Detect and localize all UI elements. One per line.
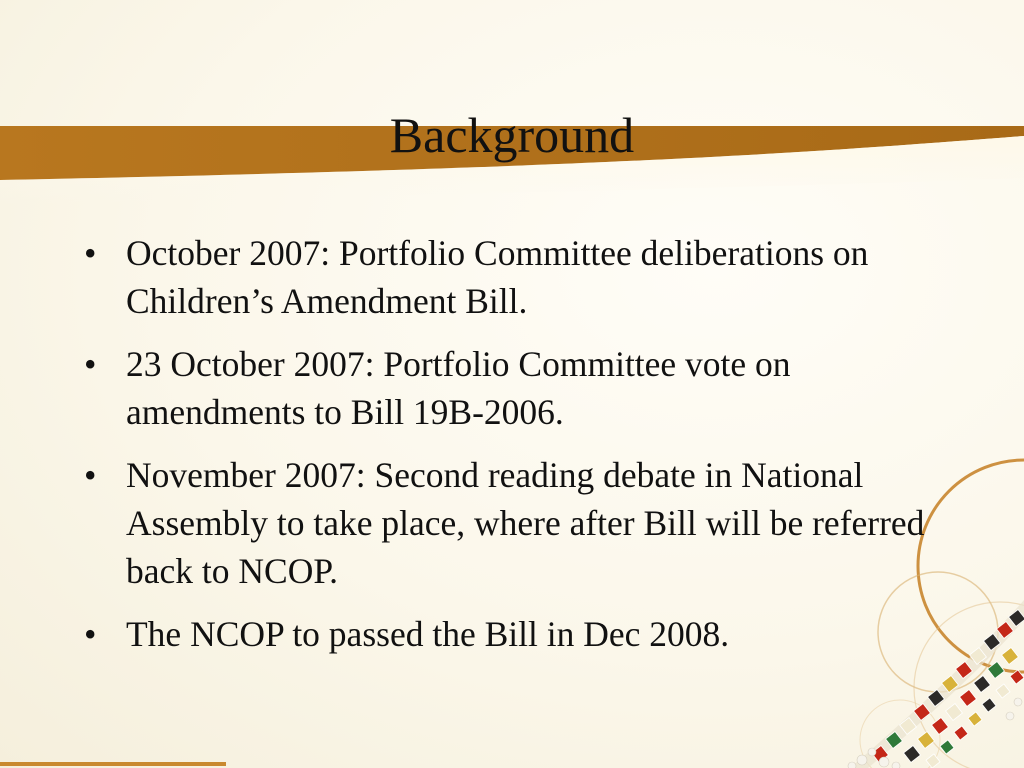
bullet-item	[84, 229, 964, 325]
bullet-icon: •	[84, 614, 97, 654]
bullet-icon: •	[84, 233, 97, 273]
bullet-text: The NCOP to passed the Bill in Dec 2008.	[126, 614, 730, 654]
bottom-left-line	[0, 762, 226, 766]
bullet-item	[84, 340, 964, 436]
bullet-icon: •	[84, 455, 97, 495]
bullet-text: October 2007: Portfolio Committee deliberations on Children’s Amendment Bill.	[126, 233, 869, 321]
bullet-list	[84, 229, 964, 673]
bullet-item	[84, 610, 964, 658]
bullet-icon: •	[84, 344, 97, 384]
bullet-text: November 2007: Second reading debate in National Assembly to take place, where after Bill will be referred back to NCOP.	[126, 455, 925, 591]
slide-title: Background	[389, 107, 635, 163]
bullet-text: 23 October 2007: Portfolio Committee vote on amendments to Bill 19B-2006.	[126, 344, 791, 432]
bullet-item	[84, 451, 964, 595]
